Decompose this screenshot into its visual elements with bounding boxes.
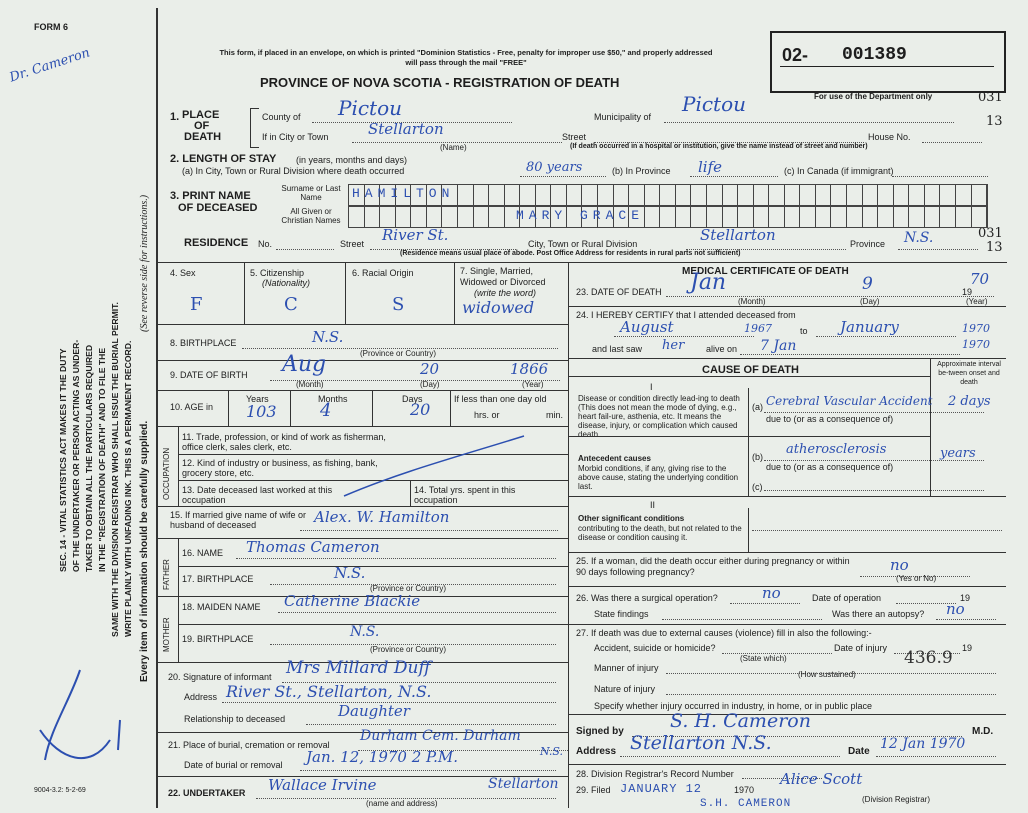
given-grid [348,206,988,228]
q24-bottom-rule [568,358,1006,359]
relationship-label: Relationship to deceased [184,714,286,724]
burial-date-line [300,770,556,771]
md-label: M.D. [972,726,994,737]
race-value: S [392,294,405,315]
roman-one: I [650,382,653,392]
name-label-2: OF DECEASED [178,202,258,214]
reg-prefix: 02- [782,45,809,65]
marital-label-2: Widowed or Divorced [460,277,546,287]
cause-header: CAUSE OF DEATH [702,364,799,376]
q21-label: 21. Place of burial, cremation or removal [168,740,330,750]
op-year-prefix: 19 [960,593,971,603]
op-date-label: Date of operation [812,593,882,603]
father-name-line [236,558,556,559]
how-sustained: (How sustained) [798,670,856,679]
dob-day: 20 [420,360,440,378]
dept-code-4: 13 [986,240,1003,255]
sign-date-label: Date [848,746,870,757]
alive-on: 7 Jan [760,338,797,354]
q16-rule [178,566,568,567]
accident-label: Accident, suicide or homicide? [594,643,716,653]
q26-bottom-rule [568,624,1006,625]
surname-label: Surname or Last Name [281,184,341,202]
autopsy-answer: no [946,600,965,618]
place-num: 1. [170,111,180,123]
res-city-value: Stellarton [700,226,776,244]
q26-answer: no [762,584,781,602]
burial-place: Durham Cem. Durham [360,728,521,744]
q15-label: 15. If married give name of wife or husband of deceased [170,510,307,530]
age-div-1 [228,390,229,426]
father-name: Thomas Cameron [246,538,380,556]
due-to-1: due to (or as a consequence of) [766,414,894,424]
sex-label: 4. Sex [170,268,196,278]
years-label: Years [246,394,269,404]
antecedent-text: Morbid conditions, if any, giving rise to the above cause, stating the underlying condition last. [578,464,739,491]
q16-label: 16. NAME [182,548,224,558]
center-divider [568,262,569,808]
father-bp: N.S. [334,564,366,582]
hrs-label: hrs. or [474,410,500,420]
q25-answer: no [890,556,909,574]
sidebar-line-8: (See reverse side for instructions.) [139,194,150,332]
q29-label: 29. Filed [576,785,611,795]
physician-stamp: S.H. CAMERON [700,798,792,810]
race-label: 6. Racial Origin [352,268,414,278]
nature-line [666,694,996,695]
reg-box-divider [780,66,994,67]
injury-year-prefix: 19 [962,643,973,653]
death-day: 9 [862,274,873,294]
physician-date: 12 Jan 1970 [880,736,966,752]
medical-header: MEDICAL CERTIFICATE OF DEATH [682,266,849,277]
stay-a-value: 80 years [526,160,583,175]
interval-divider [930,358,931,496]
name-label-1: 3. PRINT NAME [170,190,251,202]
state-which: (State which) [740,654,787,663]
death-day-cap: (Day) [860,297,880,306]
q18-label: 18. MAIDEN NAME [182,602,261,612]
dob-year: 1866 [510,360,549,378]
municipality-value: Pictou [682,92,747,116]
q25-label: 25. If a woman, did the death occur either during pregnancy or within 90 days following pregnancy? [576,556,850,577]
spouse-value: Alex. W. Hamilton [314,508,450,526]
disease-text: Disease or condition directly lead-ing to death (This does not mean the mode of dying, e.g., heart fail-ure, asthenia, etc. It means the disease, injury, or complication which caused death. [578,394,740,439]
sidebar-line-1: SEC. 14 - VITAL STATISTICS ACT MAKES IT THE DUTY [58,348,68,572]
res-no-label: No. [258,239,273,249]
attended-to: January [840,318,899,336]
stay-b-value: life [698,158,723,176]
citizenship-sub: (Nationality) [262,278,311,288]
street-label: Street [562,132,587,142]
sidebar-line-7: Every item of information should be carefully supplied. [139,420,150,682]
occupation-side-label: OCCUPATION [162,447,171,500]
citizenship-label: 5. Citizenship [250,268,305,278]
stay-label: 2. LENGTH OF STAY [170,153,277,165]
under-day-label: If less than one day old [454,394,547,404]
burial-date: Jan. 12, 1970 2 P.M. [306,748,458,766]
cause-a-label: (a) [752,402,763,412]
residence-note: (Residence means usual place of abode. Post Office Address for residents in rural parts not sufficient) [400,250,741,257]
age-days: 20 [410,400,431,419]
cause-a-line [764,412,984,413]
q17-label: 17. BIRTHPLACE [182,574,254,584]
citizenship-divider [345,262,346,324]
other-text: contributing to the death, but not related to the disease or condition causing it. [578,524,742,542]
q25-bottom-rule [568,586,1006,587]
mother-bp-caption: (Province or Country) [370,645,447,654]
cause-a-interval: 2 days [948,394,991,409]
q26-label: 26. Was there a surgical operation? [576,593,718,603]
row14-bottom-rule [157,506,568,507]
q13-label: 13. Date deceased last worked at this occupation [182,485,333,505]
where-label: Specify whether injury occurred in industry, in home, or in public place [594,701,872,711]
q28-label: 28. Division Registrar's Record Number [576,769,734,779]
q23-label: 23. DATE OF DEATH [576,287,662,297]
given-label: All Given or Christian Names [281,207,341,225]
other-divider [748,508,749,552]
stay-c-line [892,176,988,177]
house-label: House No. [868,132,911,142]
autopsy-label: Was there an autopsy? [832,609,925,619]
house-line [922,142,982,143]
sidebar-line-3: TAKER TO OBTAIN ALL THE PARTICULARS REQUIRED [84,344,94,572]
dept-code-3: 031 [978,226,1003,241]
place-bracket [250,108,259,148]
row9-bottom-rule [157,390,568,391]
physician-address: Stellarton N.S. [630,732,772,754]
res-province-value: N.S. [904,230,934,246]
other-bottom-rule [568,552,1006,553]
father-bp-caption: (Province or Country) [370,584,447,593]
mother-bp: N.S. [350,624,380,640]
autopsy-line [936,619,996,620]
classification-code: 436.9 [904,648,953,668]
sex-divider [244,262,245,324]
death-month: Jan [690,270,727,295]
informant-address: River St., Stellarton, N.S. [226,682,432,701]
birthplace-label: 8. BIRTHPLACE [170,338,237,348]
cause-header-rule [568,376,930,377]
county-label: County of [262,112,301,122]
marital-label-3: (write the word) [474,288,537,298]
death-month-cap: (Month) [738,297,766,306]
attended-from-year: 1967 [744,322,772,335]
undertaker-caption: (name and address) [366,799,438,808]
months-label: Months [318,394,348,404]
dob-day-cap: (Day) [420,380,440,389]
res-city-label: City, Town or Rural Division [528,239,638,249]
death-year-prefix: 19 [962,287,973,297]
age-div-4 [450,390,451,426]
signed-by-label: Signed by [576,726,624,737]
cause-b-label: (b) [752,452,763,462]
reg-number: 001389 [842,45,907,65]
sidebar-line-4: IN THE "REGISTRATION OF DEATH" AND TO FILE THE [97,347,107,572]
parent-side-divider [178,538,179,662]
marital-label-1: 7. Single, Married, [460,266,534,276]
findings-line [662,619,822,620]
place-label-1: PLACE [182,109,220,121]
cause-b: atherosclerosis [786,442,887,457]
to-line [816,336,956,337]
stay-c-label: (c) In Canada (if immigrant) [784,166,894,176]
row7-bottom-rule [157,324,568,325]
stay-a-line [520,176,606,177]
death-year: 70 [970,270,990,288]
cause-a-rule [568,436,930,437]
manner-label: Manner of injury [594,663,659,673]
filed-date: JANUARY 12 [620,782,703,796]
informant-address-label: Address [184,692,218,702]
stay-b-line [690,176,778,177]
physician-signature: S. H. Cameron [670,710,811,732]
place-label-2: OF [194,120,210,132]
res-street-label: Street [340,239,365,249]
city-caption: (Name) [440,143,467,152]
cause-b-interval: years [940,446,976,461]
row8-bottom-rule [157,360,568,361]
dob-label: 9. DATE OF BIRTH [170,370,248,380]
cause-c-label: (c) [752,482,763,492]
other-title: Other significant conditions [578,514,685,523]
age-div-2 [290,390,291,426]
city-label: If in City or Town [262,132,329,142]
yes-no-caption: (Yes or No) [896,574,937,583]
occupation-strike [340,432,530,502]
sign-address-line [620,756,840,757]
death-date-line [666,296,994,297]
q24-label: 24. I HEREBY CERTIFY that I attended deceased from [576,310,796,320]
age-years: 103 [246,402,277,421]
q22-label: 22. UNDERTAKER [168,788,246,798]
q14-label: 14. Total yrs. spent in this occupation [414,485,516,505]
roman-two: II [650,500,656,510]
informant-signature: Mrs Millard Duff [286,658,431,678]
state-findings-label: State findings [594,609,649,619]
res-street-value: River St. [382,226,449,244]
alive-label: alive on [706,344,738,354]
to-label: to [800,326,808,336]
from-line [614,336,754,337]
min-label: min. [546,410,564,420]
margin-note: Dr. Cameron [7,45,92,86]
age-months: 4 [320,400,332,421]
q20-label: 20. Signature of informant [168,672,272,682]
res-province-line [898,249,978,250]
death-year-cap: (Year) [966,297,988,306]
stay-hint: (in years, months and days) [296,155,408,165]
sex-value: F [190,294,203,315]
dob-year-cap: (Year) [522,380,544,389]
city-value: Stellarton [368,120,444,138]
age-label: 10. AGE in [170,402,214,412]
filed-year: 1970 [734,785,755,795]
dob-month: Aug [282,352,327,377]
place-label-3: DEATH [184,131,222,143]
margin-scribble [20,660,140,790]
mail-notice: This form, if placed in an envelope, on which is printed "Dominion Statistics - Free, penalty for improper use $50," and properly addressed will pass through the mail "FREE" [219,48,713,67]
attended-to-year: 1970 [962,322,990,335]
mother-side-label: MOTHER [162,617,171,652]
sidebar-line-2: OF THE UNDERTAKER OR PERSON ACTING AS UNDER- [71,339,81,572]
q19-label: 19. BIRTHPLACE [182,634,254,644]
last-saw-who: her [662,338,685,353]
father-side-label: FATHER [162,559,171,590]
municipality-line [664,122,954,123]
print-code: 9004-3.2: 5-2-69 [34,787,86,794]
age-div-3 [372,390,373,426]
dept-only-label: For use of the Department only [814,92,933,101]
relationship-value: Daughter [338,702,410,720]
form-number: FORM 6 [34,22,69,32]
burial-date-label: Date of burial or removal [184,760,283,770]
residence-label: RESIDENCE [184,237,249,249]
sign-date-line [876,756,996,757]
q27-label: 27. If death was due to external causes (violence) fill in also the following:- [576,628,872,638]
county-value: Pictou [338,96,403,120]
main-top-rule [157,262,1007,263]
occupation-side-divider [178,426,179,506]
dept-code-1: 031 [978,90,1003,105]
alive-year: 1970 [962,338,990,351]
res-no-line [276,249,334,250]
registrar-caption: (Division Registrar) [862,795,931,804]
municipality-label: Municipality of [594,112,652,122]
undertaker-name: Wallace Irvine [268,776,377,794]
q26-line [730,603,800,604]
burial-place-2: N.S. [540,745,564,758]
stay-a-label: (a) In City, Town or Rural Division where death occurred [182,166,405,176]
relationship-line [306,724,556,725]
marital-value: widowed [462,298,535,317]
other-line [752,530,1002,531]
birthplace-caption: (Province or Country) [360,349,437,358]
antecedent-title: Antecedent causes [578,454,651,463]
injury-date-label: Date of injury [834,643,888,653]
row10-bottom-rule [157,426,568,427]
form-left-border [156,8,158,808]
mother-name-line [278,612,556,613]
attended-from: August [620,318,674,336]
res-province-label: Province [850,239,886,249]
registrar-initials: Alice Scott [780,770,863,788]
cause-label-divider [748,388,749,496]
race-divider [454,262,455,324]
interval-header: Approximate interval be-tween onset and death [937,361,1001,386]
q12-label: 12. Kind of industry or business, as fishing, bank, grocery store, etc. [182,458,378,478]
alive-line [740,354,960,355]
page-title: PROVINCE OF NOVA SCOTIA - REGISTRATION OF DEATH [260,75,620,90]
q11-label: 11. Trade, profession, or kind of work as fisherman, office clerk, sales clerk, etc. [182,432,386,452]
surname-value: HAMILTON [352,186,455,201]
dept-code-2: 13 [986,114,1003,129]
citizenship-value: C [284,294,298,315]
last-saw-label: and last saw [592,344,643,354]
sidebar-line-5: SAME WITH THE DIVISION REGISTRAR WHO SHALL ISSUE THE BURIAL PERMIT. [110,302,120,637]
mother-name: Catherine Blackie [284,592,421,610]
cause-c-line [764,490,984,491]
q23-bottom-rule [568,306,1006,307]
due-to-2: due to (or as a consequence of) [766,462,894,472]
sidebar-line-6: WRITE PLAINLY WITH UNFADING INK. THIS IS A PERMANENT RECORD. [123,340,133,637]
days-label: Days [402,394,423,404]
birthplace-value: N.S. [312,328,344,346]
cause-a: Cerebral Vascular Accident [766,394,933,408]
undertaker-location: Stellarton [488,776,559,792]
dob-month-cap: (Month) [296,380,324,389]
cause-c-rule [568,496,1006,497]
sign-address-label: Address [576,746,617,757]
hospital-note: (If death occurred in a hospital or institution, give the name instead of street and number) [570,143,868,150]
given-value: MARY GRACE [516,208,645,223]
nature-label: Nature of injury [594,684,656,694]
spouse-line [300,530,558,531]
signoff-rule [568,764,1006,765]
stay-b-label: (b) In Province [612,166,671,176]
